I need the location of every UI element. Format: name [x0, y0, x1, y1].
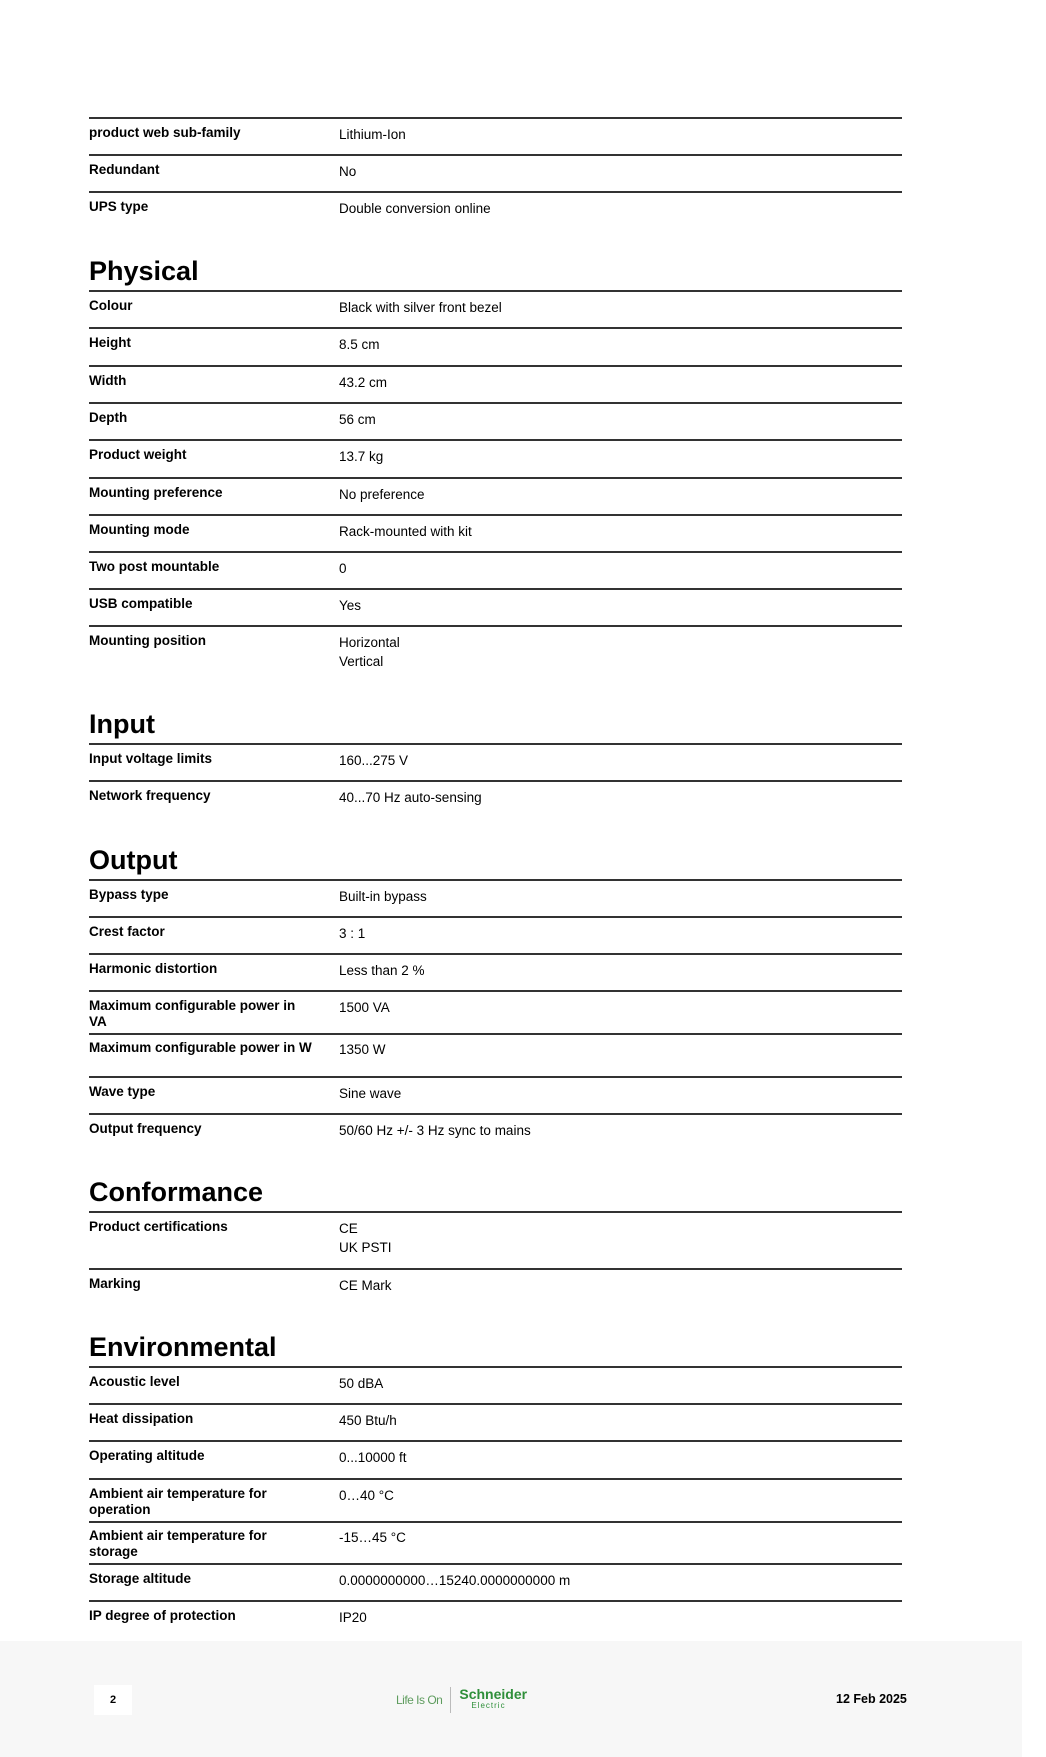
spec-label: Width: [89, 373, 127, 388]
spec-label: Ambient air temperature for operation: [89, 1486, 267, 1517]
spec-label: Redundant: [89, 162, 160, 177]
section-heading-physical: Physical: [89, 256, 199, 286]
divider: [89, 743, 902, 745]
spec-label: Network frequency: [89, 788, 211, 803]
spec-value: No preference: [339, 487, 425, 502]
spec-value: 450 Btu/h: [339, 1413, 397, 1428]
spec-value: 40...70 Hz auto-sensing: [339, 790, 482, 805]
spec-label: Maximum configurable power in VA: [89, 998, 296, 1029]
spec-value: Lithium-Ion: [339, 127, 406, 142]
divider: [89, 154, 902, 156]
spec-value: CE: [339, 1221, 358, 1236]
logo-sub: Electric: [471, 1701, 506, 1710]
spec-value: Vertical: [339, 654, 384, 669]
divider: [89, 1600, 902, 1602]
spec-value: No: [339, 164, 357, 179]
divider: [89, 1521, 902, 1523]
divider: [89, 1366, 902, 1368]
spec-value: 0.0000000000…15240.0000000000 m: [339, 1573, 571, 1588]
logo-brand: Schneider: [459, 1686, 528, 1702]
divider: [89, 1113, 902, 1115]
spec-label: Harmonic distortion: [89, 961, 218, 976]
divider: [89, 916, 902, 918]
divider: [89, 290, 902, 292]
divider: [89, 191, 902, 193]
spec-label: Mounting position: [89, 633, 206, 648]
footer-date: 12 Feb 2025: [836, 1692, 907, 1706]
spec-value: 0: [339, 561, 347, 576]
spec-label: Marking: [89, 1276, 141, 1291]
spec-label: Heat dissipation: [89, 1411, 194, 1426]
divider: [89, 990, 902, 992]
spec-label: Product weight: [89, 447, 187, 462]
spec-label: Input voltage limits: [89, 751, 213, 766]
logo-wordmark: [459, 1686, 528, 1711]
section-heading-conformance: Conformance: [89, 1177, 264, 1207]
divider: [89, 551, 902, 553]
spec-label: Colour: [89, 298, 133, 313]
divider: [89, 1033, 902, 1035]
divider: [89, 439, 902, 441]
spec-value: Black with silver front bezel: [339, 300, 502, 315]
spec-label: USB compatible: [89, 596, 193, 611]
divider: [89, 365, 902, 367]
spec-value: Less than 2 %: [339, 963, 425, 978]
spec-value: 13.7 kg: [339, 449, 384, 464]
spec-value: Sine wave: [339, 1086, 402, 1101]
spec-value: 1500 VA: [339, 1000, 390, 1015]
spec-label: IP degree of protection: [89, 1608, 236, 1623]
divider: [89, 327, 902, 329]
spec-value: 50 dBA: [339, 1376, 384, 1391]
spec-value: 56 cm: [339, 412, 376, 427]
spec-label: Height: [89, 335, 131, 350]
spec-value: Horizontal: [339, 635, 400, 650]
logo-divider: [450, 1687, 451, 1713]
divider: [89, 1076, 902, 1078]
section-heading-output: Output: [89, 845, 178, 875]
spec-label: Bypass type: [89, 887, 169, 902]
section-heading-input: Input: [89, 709, 155, 739]
divider: [89, 402, 902, 404]
spec-value: 160...275 V: [339, 753, 409, 768]
spec-value: Built-in bypass: [339, 889, 427, 904]
divider: [89, 1478, 902, 1480]
divider: [89, 1211, 902, 1213]
spec-label: Operating altitude: [89, 1448, 205, 1463]
divider: [89, 588, 902, 590]
spec-value: Yes: [339, 598, 362, 613]
divider: [89, 1268, 902, 1270]
spec-value: -15…45 °C: [339, 1530, 406, 1545]
spec-label: Acoustic level: [89, 1374, 180, 1389]
spec-label: Maximum configurable power in W: [89, 1040, 312, 1055]
spec-value: 8.5 cm: [339, 337, 380, 352]
divider: [89, 879, 902, 881]
spec-value: UK PSTI: [339, 1240, 392, 1255]
divider: [89, 1403, 902, 1405]
spec-value: 0…40 °C: [339, 1488, 394, 1503]
spec-label: Two post mountable: [89, 559, 220, 574]
spec-label: Mounting preference: [89, 485, 223, 500]
spec-label: Output frequency: [89, 1121, 202, 1136]
divider: [89, 780, 902, 782]
spec-label: Ambient air temperature for storage: [89, 1528, 267, 1559]
schneider-logo: [396, 1684, 527, 1716]
spec-label: Product certifications: [89, 1219, 228, 1234]
page-number: 2: [94, 1685, 132, 1715]
divider: [89, 1440, 902, 1442]
spec-value: 50/60 Hz +/- 3 Hz sync to mains: [339, 1123, 531, 1138]
spec-label: Depth: [89, 410, 128, 425]
section-heading-environmental: Environmental: [89, 1332, 277, 1362]
spec-label: UPS type: [89, 199, 149, 214]
spec-value: Double conversion online: [339, 201, 491, 216]
spec-value: 3 : 1: [339, 926, 366, 941]
divider: [89, 953, 902, 955]
spec-label: Wave type: [89, 1084, 156, 1099]
logo-tagline: Life Is On: [396, 1693, 443, 1707]
spec-label: Storage altitude: [89, 1571, 192, 1586]
divider: [89, 625, 902, 627]
divider: [89, 477, 902, 479]
spec-label: Crest factor: [89, 924, 165, 939]
spec-value: 0...10000 ft: [339, 1450, 407, 1465]
divider: [89, 117, 902, 119]
spec-value: 43.2 cm: [339, 375, 388, 390]
spec-label: product web sub-family: [89, 125, 241, 140]
divider: [89, 1563, 902, 1565]
spec-label: Mounting mode: [89, 522, 190, 537]
spec-value: 1350 W: [339, 1042, 386, 1057]
spec-value: IP20: [339, 1610, 367, 1625]
spec-value: Rack-mounted with kit: [339, 524, 472, 539]
spec-value: CE Mark: [339, 1278, 392, 1293]
divider: [89, 514, 902, 516]
